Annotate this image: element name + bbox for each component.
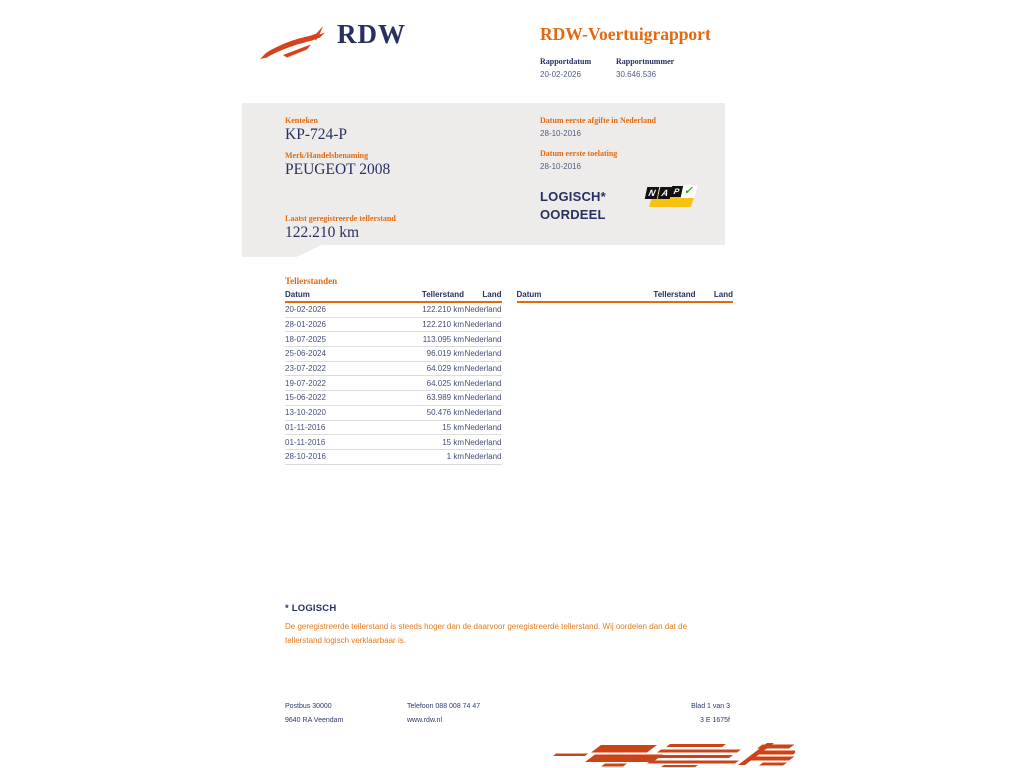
rdw-bird-icon [259, 25, 325, 61]
cell-datum: 28-10-2016 [285, 452, 326, 462]
summary-box-tail [242, 245, 322, 257]
kenteken-value: KP-724-P [285, 126, 348, 143]
footnote-line2: tellerstand logisch verklaarbaar is. [285, 636, 406, 645]
footnote-title: * LOGISCH [285, 603, 337, 614]
report-title: RDW-Voertuigrapport [540, 24, 711, 44]
footer-website: www.rdw.nl [407, 717, 443, 724]
rdw-logo-text: RDW [337, 19, 406, 49]
cell-land: Nederland [464, 437, 502, 447]
cell-datum: 28-01-2026 [285, 320, 326, 330]
table-row [285, 362, 502, 377]
nap-checkmark-icon: ✓ [681, 185, 698, 198]
kenteken-label: Kenteken [285, 116, 318, 125]
report-meta [540, 57, 678, 79]
report-number-block [616, 57, 678, 79]
nap-letter-a: A [658, 187, 673, 199]
table-row [285, 391, 502, 406]
cell-tellerstand: 122.210 km [422, 305, 464, 315]
cell-datum: 20-02-2026 [285, 305, 326, 315]
cell-tellerstand: 50.476 km [426, 408, 464, 418]
cell-tellerstand: 113.095 km [422, 334, 464, 344]
footer-page-number: Blad 1 van 3 [691, 703, 730, 710]
cell-datum: 01-11-2016 [285, 437, 326, 447]
oordeel-line2: OORDEEL [540, 207, 606, 222]
cell-datum: 23-07-2022 [285, 364, 326, 374]
cell-land: Nederland [464, 422, 502, 432]
table-row [285, 450, 502, 465]
eerste-afgifte-value: 28-10-2016 [540, 129, 581, 138]
table-header [285, 289, 502, 303]
cell-tellerstand: 63.989 km [426, 393, 464, 403]
cell-tellerstand: 96.019 km [426, 349, 464, 359]
cell-land: Nederland [464, 378, 502, 388]
cell-tellerstand: 1 km [446, 452, 464, 462]
oordeel-line1: LOGISCH* [540, 189, 606, 204]
table-row [285, 347, 502, 362]
cell-land: Nederland [464, 349, 502, 359]
table-row [285, 318, 502, 333]
eerste-afgifte-label: Datum eerste afgifte in Nederland [540, 116, 656, 125]
cell-land: Nederland [464, 452, 502, 462]
footnote-line1: De geregistreerde tellerstand is steeds hoger dan de daarvoor geregistreerde tellerstand. Wij oordelen dan dat de [285, 622, 688, 631]
table-row [285, 376, 502, 391]
cell-land: Nederland [464, 393, 502, 403]
table-row [285, 303, 502, 318]
table-row [285, 421, 502, 436]
oordeel-text [540, 188, 606, 224]
table-body-left [285, 303, 502, 465]
merk-label: Merk/Handelsbenaming [285, 151, 369, 160]
cell-land: Nederland [464, 408, 502, 418]
cell-datum: 18-07-2025 [285, 334, 326, 344]
cell-datum: 19-07-2022 [285, 378, 326, 388]
cell-tellerstand: 122.210 km [422, 320, 464, 330]
col-tellerstand: Tellerstand [421, 290, 464, 299]
tellerstanden-tables [285, 289, 733, 465]
table-header [517, 289, 734, 303]
col-tellerstand: Tellerstand [653, 290, 696, 299]
tellerstanden-table-right [517, 289, 734, 465]
vehicle-summary-box [242, 103, 725, 245]
cell-land: Nederland [464, 320, 502, 330]
tellerstanden-table-left [285, 289, 502, 465]
cell-datum: 13-10-2020 [285, 408, 326, 418]
col-land: Land [482, 290, 502, 299]
cell-tellerstand: 64.025 km [426, 378, 464, 388]
cell-datum: 01-11-2016 [285, 422, 326, 432]
cell-land: Nederland [464, 334, 502, 344]
report-date-label: Rapportdatum [540, 57, 592, 66]
col-land: Land [713, 290, 733, 299]
footer-address-line2: 9640 RA Veendam [285, 717, 344, 724]
merk-value: PEUGEOT 2008 [285, 161, 391, 178]
eerste-toelating-value: 28-10-2016 [540, 162, 581, 171]
col-datum: Datum [285, 290, 310, 299]
cell-tellerstand: 15 km [442, 422, 464, 432]
footer-address-line1: Postbus 30000 [285, 703, 332, 710]
cell-land: Nederland [464, 305, 502, 315]
cell-tellerstand: 15 km [442, 437, 464, 447]
cell-datum: 25-06-2024 [285, 349, 326, 359]
nap-letter-p: P [670, 186, 683, 197]
cell-datum: 15-06-2022 [285, 393, 326, 403]
laatste-tellerstand-label: Laatst geregistreerde tellerstand [285, 214, 396, 223]
table-row [285, 435, 502, 450]
report-date-value: 20-02-2026 [540, 70, 581, 79]
footer-form-code: 3 E 1675f [700, 717, 730, 724]
report-date-block [540, 57, 602, 79]
col-datum: Datum [516, 290, 542, 299]
nap-letter-n: N [645, 187, 660, 199]
cell-tellerstand: 64.029 km [426, 364, 464, 374]
tellerstanden-title: Tellerstanden [285, 276, 338, 286]
footer-page-info [600, 700, 730, 728]
report-number-label: Rapportnummer [616, 57, 675, 66]
eerste-toelating-label: Datum eerste toelating [540, 149, 618, 158]
footer-address [285, 700, 343, 728]
table-row [285, 406, 502, 421]
laatste-tellerstand-value: 122.210 km [285, 224, 360, 241]
footer-contact [407, 700, 480, 728]
table-row [285, 332, 502, 347]
footer-phone: Telefoon 088 008 74 47 [407, 703, 481, 710]
nap-logo-icon [646, 184, 698, 211]
footnote-body [285, 620, 755, 648]
report-number-value: 30.646.536 [616, 70, 657, 79]
cell-land: Nederland [464, 364, 502, 374]
rdw-stripes-decoration-icon [545, 740, 795, 768]
